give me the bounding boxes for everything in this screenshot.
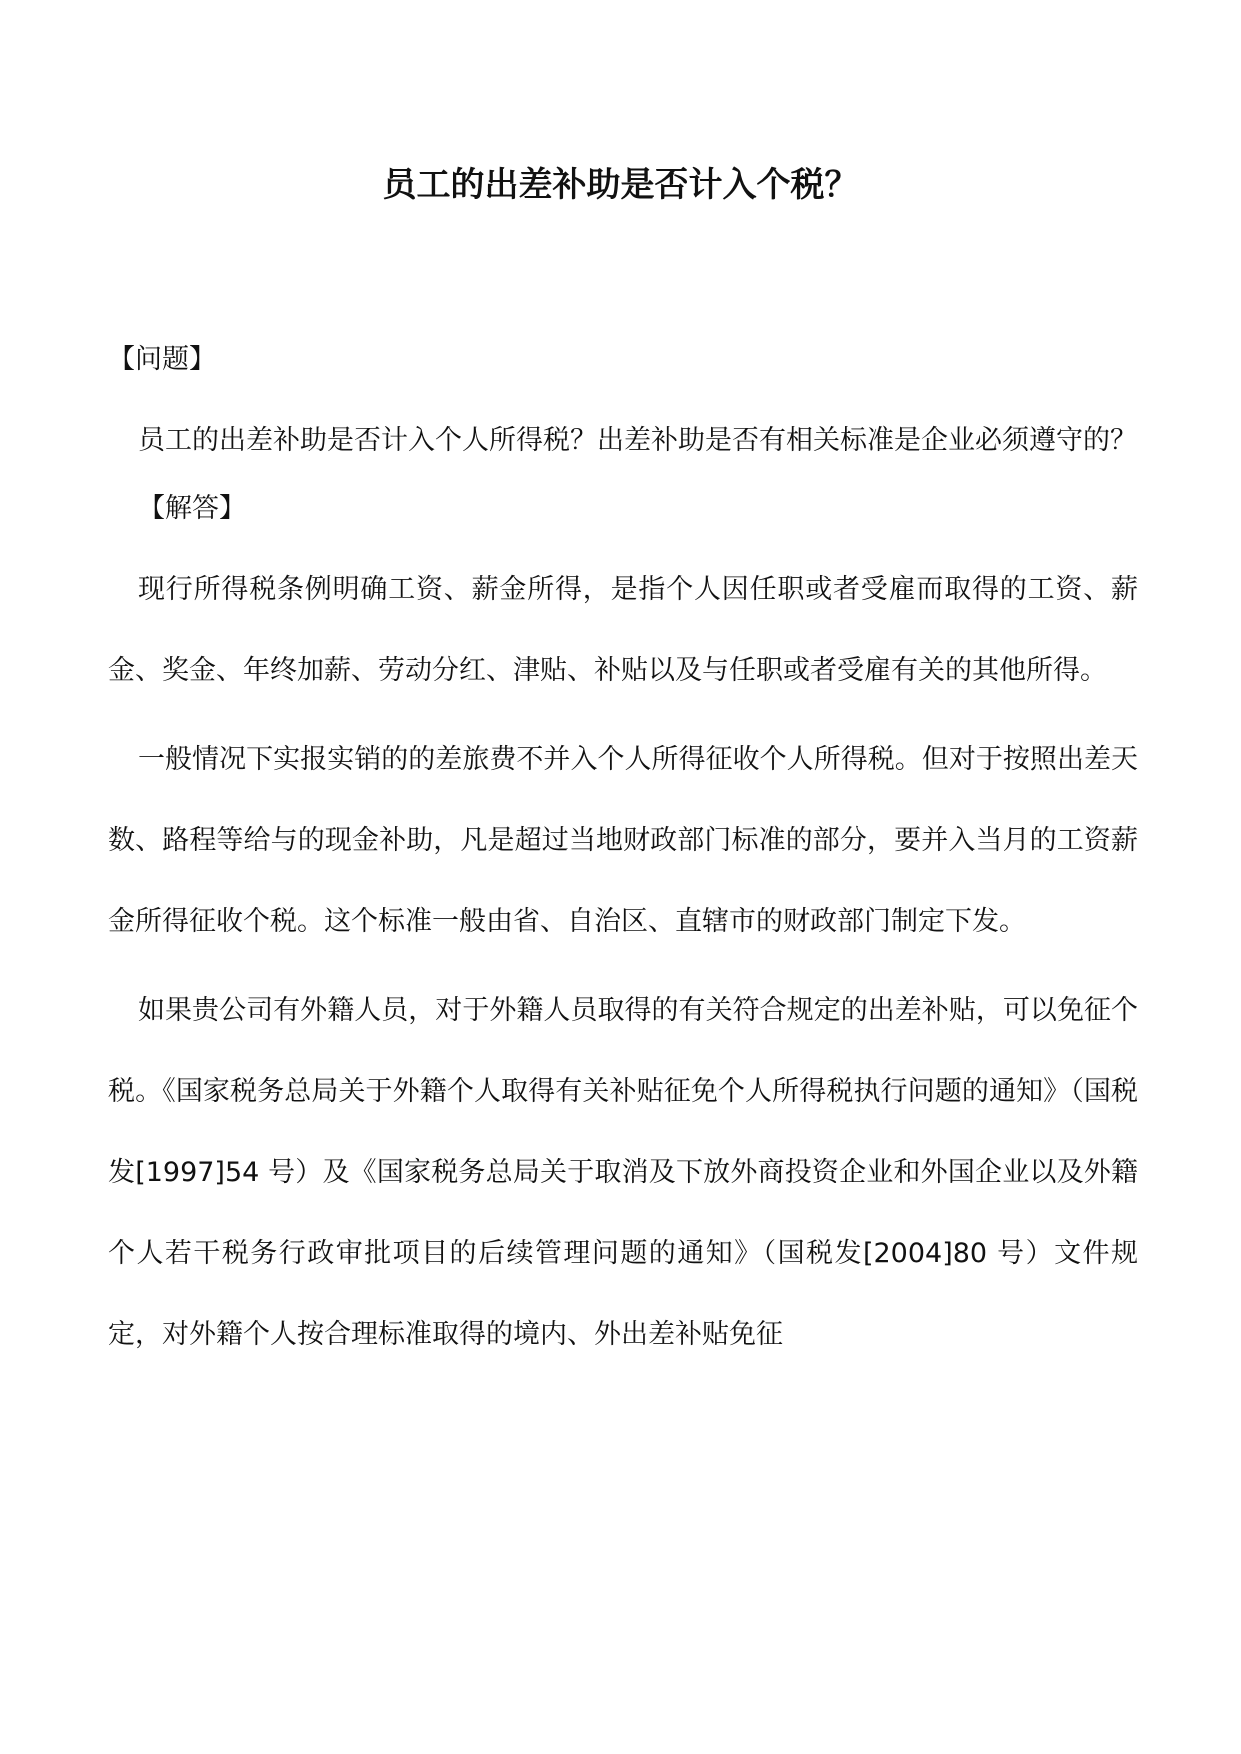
answer-paragraph-3: 如果贵公司有外籍人员，对于外籍人员取得的有关符合规定的出差补贴，可以免征个税。《国家税务总局关于外籍个人取得有关补贴征免个人所得税执行问题的通知》（国税发[1997]54 号）及《国家税务总局关于取消及下放外商投资企业和外国企业以及外籍个人若干税务行政审批项目的后续管理问题的通知》（国税发[2004]80 号）文件规定，对外籍个人按合理标准取得的境内、外出差补贴免征 [108, 995, 1138, 1350]
document-title: 员工的出差补助是否计入个税？ [382, 165, 859, 205]
answer-paragraph-2: 一般情况下实报实销的的差旅费不并入个人所得征收个人所得税。但对于按照出差天数、路程等给与的现金补助，凡是超过当地财政部门标准的部分，要并入当月的工资薪金所得征收个税。这个标准一般由省、自治区、直辖市的财政部门制定下发。 [108, 744, 1138, 937]
question-label: 【问题】 [108, 344, 216, 375]
question-text: 员工的出差补助是否计入个人所得税？出差补助是否有相关标准是企业必须遵守的？ [138, 425, 1137, 456]
document-body [108, 340, 1138, 1383]
answer-label: 【解答】 [138, 493, 246, 524]
answer-paragraph-1: 现行所得税条例明确工资、薪金所得，是指个人因任职或者受雇而取得的工资、薪金、奖金、年终加薪、劳动分红、津贴、补贴以及与任职或者受雇有关的其他所得。 [108, 574, 1138, 686]
